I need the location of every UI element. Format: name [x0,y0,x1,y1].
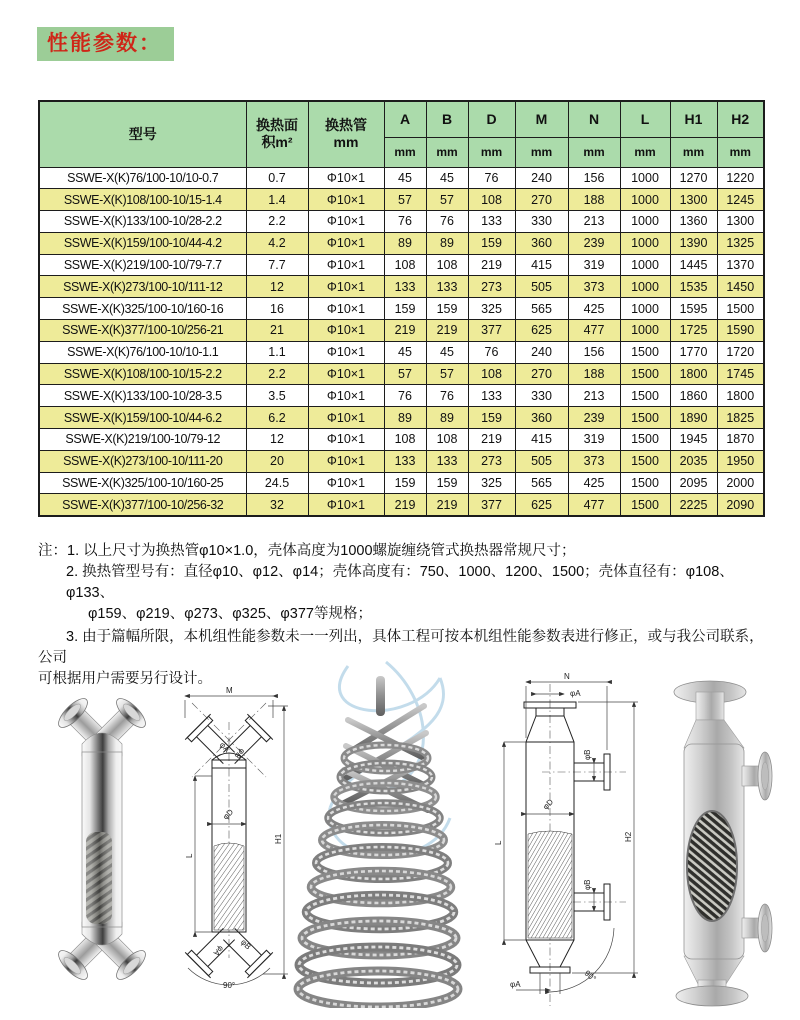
value-cell: Φ10×1 [308,341,384,363]
model-cell: SSWE-X(K)133/100-10/28-3.5 [39,385,246,407]
value-cell: Φ10×1 [308,385,384,407]
coil-photo-svg [290,658,482,1008]
value-cell: 425 [568,472,620,494]
note-3: 3. 由于篇幅所限，本机组性能参数未一一列出，具体工程可按本机组性能参数表进行修正，或与我公司联系，公司 [38,629,764,667]
dim-phiA-top [536,689,581,698]
coil-turns [298,745,458,1007]
table-row [39,450,764,472]
photo-x-flange-svg [30,664,175,1014]
value-cell: 1220 [717,167,764,189]
table-row [39,363,764,385]
value-cell: 1500 [620,407,670,429]
value-cell: 159 [384,472,426,494]
value-cell: 625 [515,320,568,342]
value-cell: 1800 [670,363,717,385]
value-cell: 273 [468,276,515,298]
bottom-flange [676,986,748,1006]
value-cell: 89 [426,407,468,429]
side-nozzle-lower [742,904,772,952]
value-cell: 2035 [670,450,717,472]
table-body [39,167,764,516]
note-3b: 可根据用户需要另行设计。 [38,671,212,688]
table-row [39,211,764,233]
value-cell: 1000 [620,211,670,233]
value-cell: 76 [468,167,515,189]
value-cell: Φ10×1 [308,363,384,385]
drawing1-svg [168,666,292,1014]
value-cell: 108 [384,429,426,451]
value-cell: 108 [426,254,468,276]
label-phiB-top: φB [232,746,247,761]
value-cell: 1450 [717,276,764,298]
value-cell: 1000 [620,189,670,211]
value-cell: 16 [246,298,308,320]
value-cell: 159 [426,472,468,494]
value-cell: 1535 [670,276,717,298]
col-header-model: 型号 [39,101,246,167]
value-cell: 45 [426,167,468,189]
value-cell: 1870 [717,429,764,451]
value-cell: 1270 [670,167,717,189]
col-header-H2: H2 [717,101,764,137]
value-cell: 1500 [620,450,670,472]
value-cell: 108 [384,254,426,276]
table-row [39,320,764,342]
label-angle: 90° [582,968,598,984]
value-cell: 45 [384,167,426,189]
value-cell: 1300 [670,189,717,211]
note-2b: φ159、φ219、φ273、φ325、φ377等规格； [88,606,372,623]
unit-mm: mm [426,137,468,167]
value-cell: 270 [515,189,568,211]
value-cell: 4.2 [246,232,308,254]
value-cell: 89 [384,232,426,254]
col-header-B: B [426,101,468,137]
value-cell: 2225 [670,494,717,516]
value-cell: 477 [568,494,620,516]
value-cell: 219 [384,494,426,516]
table-row [39,429,764,451]
value-cell: 377 [468,494,515,516]
value-cell: 1390 [670,232,717,254]
table-row [39,254,764,276]
dim-phiA-bottom [510,973,560,994]
model-cell: SSWE-X(K)76/100-10/10-1.1 [39,341,246,363]
value-cell: 330 [515,211,568,233]
value-cell: 565 [515,472,568,494]
photo-cutaway-svg [644,666,794,1016]
cutaway-window [687,811,737,921]
value-cell: 76 [384,211,426,233]
label-M: M [226,686,233,695]
value-cell: 1000 [620,320,670,342]
value-cell: 219 [468,429,515,451]
value-cell: 1000 [620,232,670,254]
value-cell: 240 [515,341,568,363]
value-cell: 1890 [670,407,717,429]
dim-phiB-lower [583,879,594,911]
model-cell: SSWE-X(K)159/100-10/44-4.2 [39,232,246,254]
page-title: 性能参数： [37,27,174,61]
unit-mm: mm [468,137,515,167]
value-cell: 1720 [717,341,764,363]
model-cell: SSWE-X(K)108/100-10/15-2.2 [39,363,246,385]
top-neck [696,692,724,720]
model-cell: SSWE-X(K)377/100-10/256-32 [39,494,246,516]
dim-M [185,686,273,718]
value-cell: 1745 [717,363,764,385]
value-cell: 213 [568,211,620,233]
value-cell: 89 [426,232,468,254]
value-cell: 76 [468,341,515,363]
value-cell: 415 [515,429,568,451]
value-cell: 1.1 [246,341,308,363]
table-row [39,276,764,298]
value-cell: 133 [468,211,515,233]
unit-mm: mm [384,137,426,167]
value-cell: 156 [568,341,620,363]
model-cell: SSWE-X(K)133/100-10/28-2.2 [39,211,246,233]
value-cell: 1445 [670,254,717,276]
value-cell: Φ10×1 [308,429,384,451]
value-cell: 1000 [620,276,670,298]
table-row [39,189,764,211]
value-cell: 1595 [670,298,717,320]
label-angle: 90° [223,981,236,990]
unit-mm: mm [670,137,717,167]
table-row [39,385,764,407]
dimension-drawing-side-nozzle [486,662,642,1014]
value-cell: 1000 [620,254,670,276]
label-L: L [494,840,503,845]
value-cell: 21 [246,320,308,342]
value-cell: 2095 [670,472,717,494]
unit-mm: mm [620,137,670,167]
value-cell: 219 [426,494,468,516]
value-cell: 108 [426,429,468,451]
model-cell: SSWE-X(K)273/100-10/111-12 [39,276,246,298]
value-cell: 7.7 [246,254,308,276]
value-cell: 625 [515,494,568,516]
model-cell: SSWE-X(K)325/100-10/160-16 [39,298,246,320]
label-H2: H2 [624,831,633,842]
label-phiA-top: φA [217,740,232,755]
model-cell: SSWE-X(K)377/100-10/256-21 [39,320,246,342]
value-cell: 1860 [670,385,717,407]
value-cell: 89 [384,407,426,429]
value-cell: 415 [515,254,568,276]
value-cell: Φ10×1 [308,494,384,516]
value-cell: 57 [384,363,426,385]
value-cell: 319 [568,429,620,451]
drawing2-svg [486,662,642,1014]
value-cell: 12 [246,276,308,298]
col-header-A: A [384,101,426,137]
label-phiD: φD [221,807,236,822]
value-cell: 159 [468,407,515,429]
table-row [39,407,764,429]
value-cell: 133 [384,450,426,472]
value-cell: 12 [246,429,308,451]
coil-bundle-photo [290,658,482,1008]
model-cell: SSWE-X(K)159/100-10/44-6.2 [39,407,246,429]
value-cell: 76 [426,211,468,233]
value-cell: 1300 [717,211,764,233]
value-cell: 1945 [670,429,717,451]
value-cell: 45 [384,341,426,363]
value-cell: 1360 [670,211,717,233]
coil-feed-pipe [376,676,385,716]
value-cell: 76 [384,385,426,407]
model-cell: SSWE-X(K)108/100-10/15-1.4 [39,189,246,211]
spec-table [38,100,763,517]
value-cell: 133 [384,276,426,298]
value-cell: 505 [515,276,568,298]
value-cell: 133 [426,276,468,298]
tube-label-line1: 换热管 [325,116,367,133]
value-cell: 1500 [620,429,670,451]
value-cell: 159 [426,298,468,320]
value-cell: 239 [568,407,620,429]
product-photo-x-flange [30,664,175,1014]
col-header-L: L [620,101,670,137]
value-cell: 1500 [717,298,764,320]
value-cell: 1500 [620,385,670,407]
model-cell: SSWE-X(K)76/100-10/10-0.7 [39,167,246,189]
value-cell: 2.2 [246,363,308,385]
value-cell: Φ10×1 [308,254,384,276]
value-cell: 219 [468,254,515,276]
value-cell: 20 [246,450,308,472]
unit-mm: mm [515,137,568,167]
value-cell: 319 [568,254,620,276]
value-cell: 213 [568,385,620,407]
value-cell: Φ10×1 [308,167,384,189]
value-cell: 1500 [620,494,670,516]
area-label-line2: 积m² [261,134,293,151]
unit-mm: mm [568,137,620,167]
value-cell: Φ10×1 [308,298,384,320]
value-cell: 1800 [717,385,764,407]
value-cell: 1370 [717,254,764,276]
drawing2-coil-hatch [528,831,572,938]
value-cell: 239 [568,232,620,254]
value-cell: 57 [426,363,468,385]
value-cell: 32 [246,494,308,516]
drawing1-coil-hatch [214,843,244,930]
value-cell: 2.2 [246,211,308,233]
value-cell: 2000 [717,472,764,494]
value-cell: 270 [515,363,568,385]
value-cell: 219 [384,320,426,342]
value-cell: 505 [515,450,568,472]
col-header-N: N [568,101,620,137]
table-row [39,298,764,320]
col-header-area [246,101,308,167]
tube-label-line2: mm [333,134,359,151]
note-2: 2. 换热管型号有：直径φ10、φ12、φ14；壳体高度有：750、1000、1200、1500；壳体直径有：φ108、φ133、 [66,564,734,602]
model-cell: SSWE-X(K)219/100-10/79-12 [39,429,246,451]
label-H1: H1 [274,833,283,844]
value-cell: 1245 [717,189,764,211]
col-header-D: D [468,101,515,137]
table-row [39,167,764,189]
side-nozzle-upper [742,752,772,800]
value-cell: 1950 [717,450,764,472]
product-photo-cutaway [644,666,794,1016]
value-cell: 330 [515,385,568,407]
label-phiB-lower: φB [583,879,592,890]
model-cell: SSWE-X(K)325/100-10/160-25 [39,472,246,494]
label-L: L [185,853,194,858]
col-header-tube [308,101,384,167]
value-cell: 360 [515,232,568,254]
value-cell: 133 [468,385,515,407]
label-N: N [564,672,570,681]
area-label-line1: 换热面 [256,116,298,133]
value-cell: 57 [384,189,426,211]
dim-L [185,776,212,932]
label-phiB-bottom: φB [238,937,253,952]
value-cell: 1.4 [246,189,308,211]
value-cell: Φ10×1 [308,472,384,494]
value-cell: 108 [468,363,515,385]
value-cell: 188 [568,189,620,211]
value-cell: 1770 [670,341,717,363]
value-cell: 6.2 [246,407,308,429]
value-cell: 219 [426,320,468,342]
value-cell: 1000 [620,298,670,320]
value-cell: 159 [468,232,515,254]
value-cell: 1500 [620,472,670,494]
dimension-drawing-x-flange [168,666,292,1014]
value-cell: 0.7 [246,167,308,189]
model-cell: SSWE-X(K)273/100-10/111-20 [39,450,246,472]
value-cell: Φ10×1 [308,211,384,233]
value-cell: 188 [568,363,620,385]
value-cell: 45 [426,341,468,363]
table-row [39,341,764,363]
value-cell: 425 [568,298,620,320]
dim-H2 [572,702,638,973]
value-cell: 2090 [717,494,764,516]
value-cell: 373 [568,276,620,298]
value-cell: 1825 [717,407,764,429]
value-cell: 1725 [670,320,717,342]
value-cell: 159 [384,298,426,320]
value-cell: 1325 [717,232,764,254]
value-cell: 76 [426,385,468,407]
dim-H1 [263,706,288,974]
value-cell: 325 [468,472,515,494]
value-cell: Φ10×1 [308,450,384,472]
label-phiA-bottom: φA [510,980,521,989]
value-cell: 3.5 [246,385,308,407]
value-cell: 360 [515,407,568,429]
value-cell: 477 [568,320,620,342]
value-cell: 377 [468,320,515,342]
dim-phiB-upper [583,749,594,781]
value-cell: 325 [468,298,515,320]
value-cell: 273 [468,450,515,472]
value-cell: 24.5 [246,472,308,494]
value-cell: 156 [568,167,620,189]
value-cell: 1590 [717,320,764,342]
dim-angle [188,968,270,990]
label-phiA-bottom: φA [211,943,226,958]
value-cell: 240 [515,167,568,189]
label-phiD: φD [541,797,556,812]
value-cell: 565 [515,298,568,320]
value-cell: 373 [568,450,620,472]
value-cell: Φ10×1 [308,276,384,298]
value-cell: 1500 [620,363,670,385]
value-cell: 1000 [620,167,670,189]
table-row [39,494,764,516]
unit-mm: mm [717,137,764,167]
value-cell: Φ10×1 [308,232,384,254]
value-cell: 1500 [620,341,670,363]
value-cell: Φ10×1 [308,320,384,342]
label-phiA-top: φA [570,689,581,698]
col-header-M: M [515,101,568,137]
table-row [39,472,764,494]
coil-window-reflection [86,832,112,924]
dim-N [526,672,607,750]
value-cell: Φ10×1 [308,189,384,211]
note-1: 注：1. 以上尺寸为换热管φ10×1.0，壳体高度为1000螺旋缠绕管式换热器常规尺寸； [38,543,576,559]
value-cell: 57 [426,189,468,211]
value-cell: 133 [426,450,468,472]
value-cell: Φ10×1 [308,407,384,429]
table-row [39,232,764,254]
dim-L [494,742,526,940]
label-phiB-upper: φB [583,749,592,760]
col-header-H1: H1 [670,101,717,137]
value-cell: 108 [468,189,515,211]
model-cell: SSWE-X(K)219/100-10/79-7.7 [39,254,246,276]
